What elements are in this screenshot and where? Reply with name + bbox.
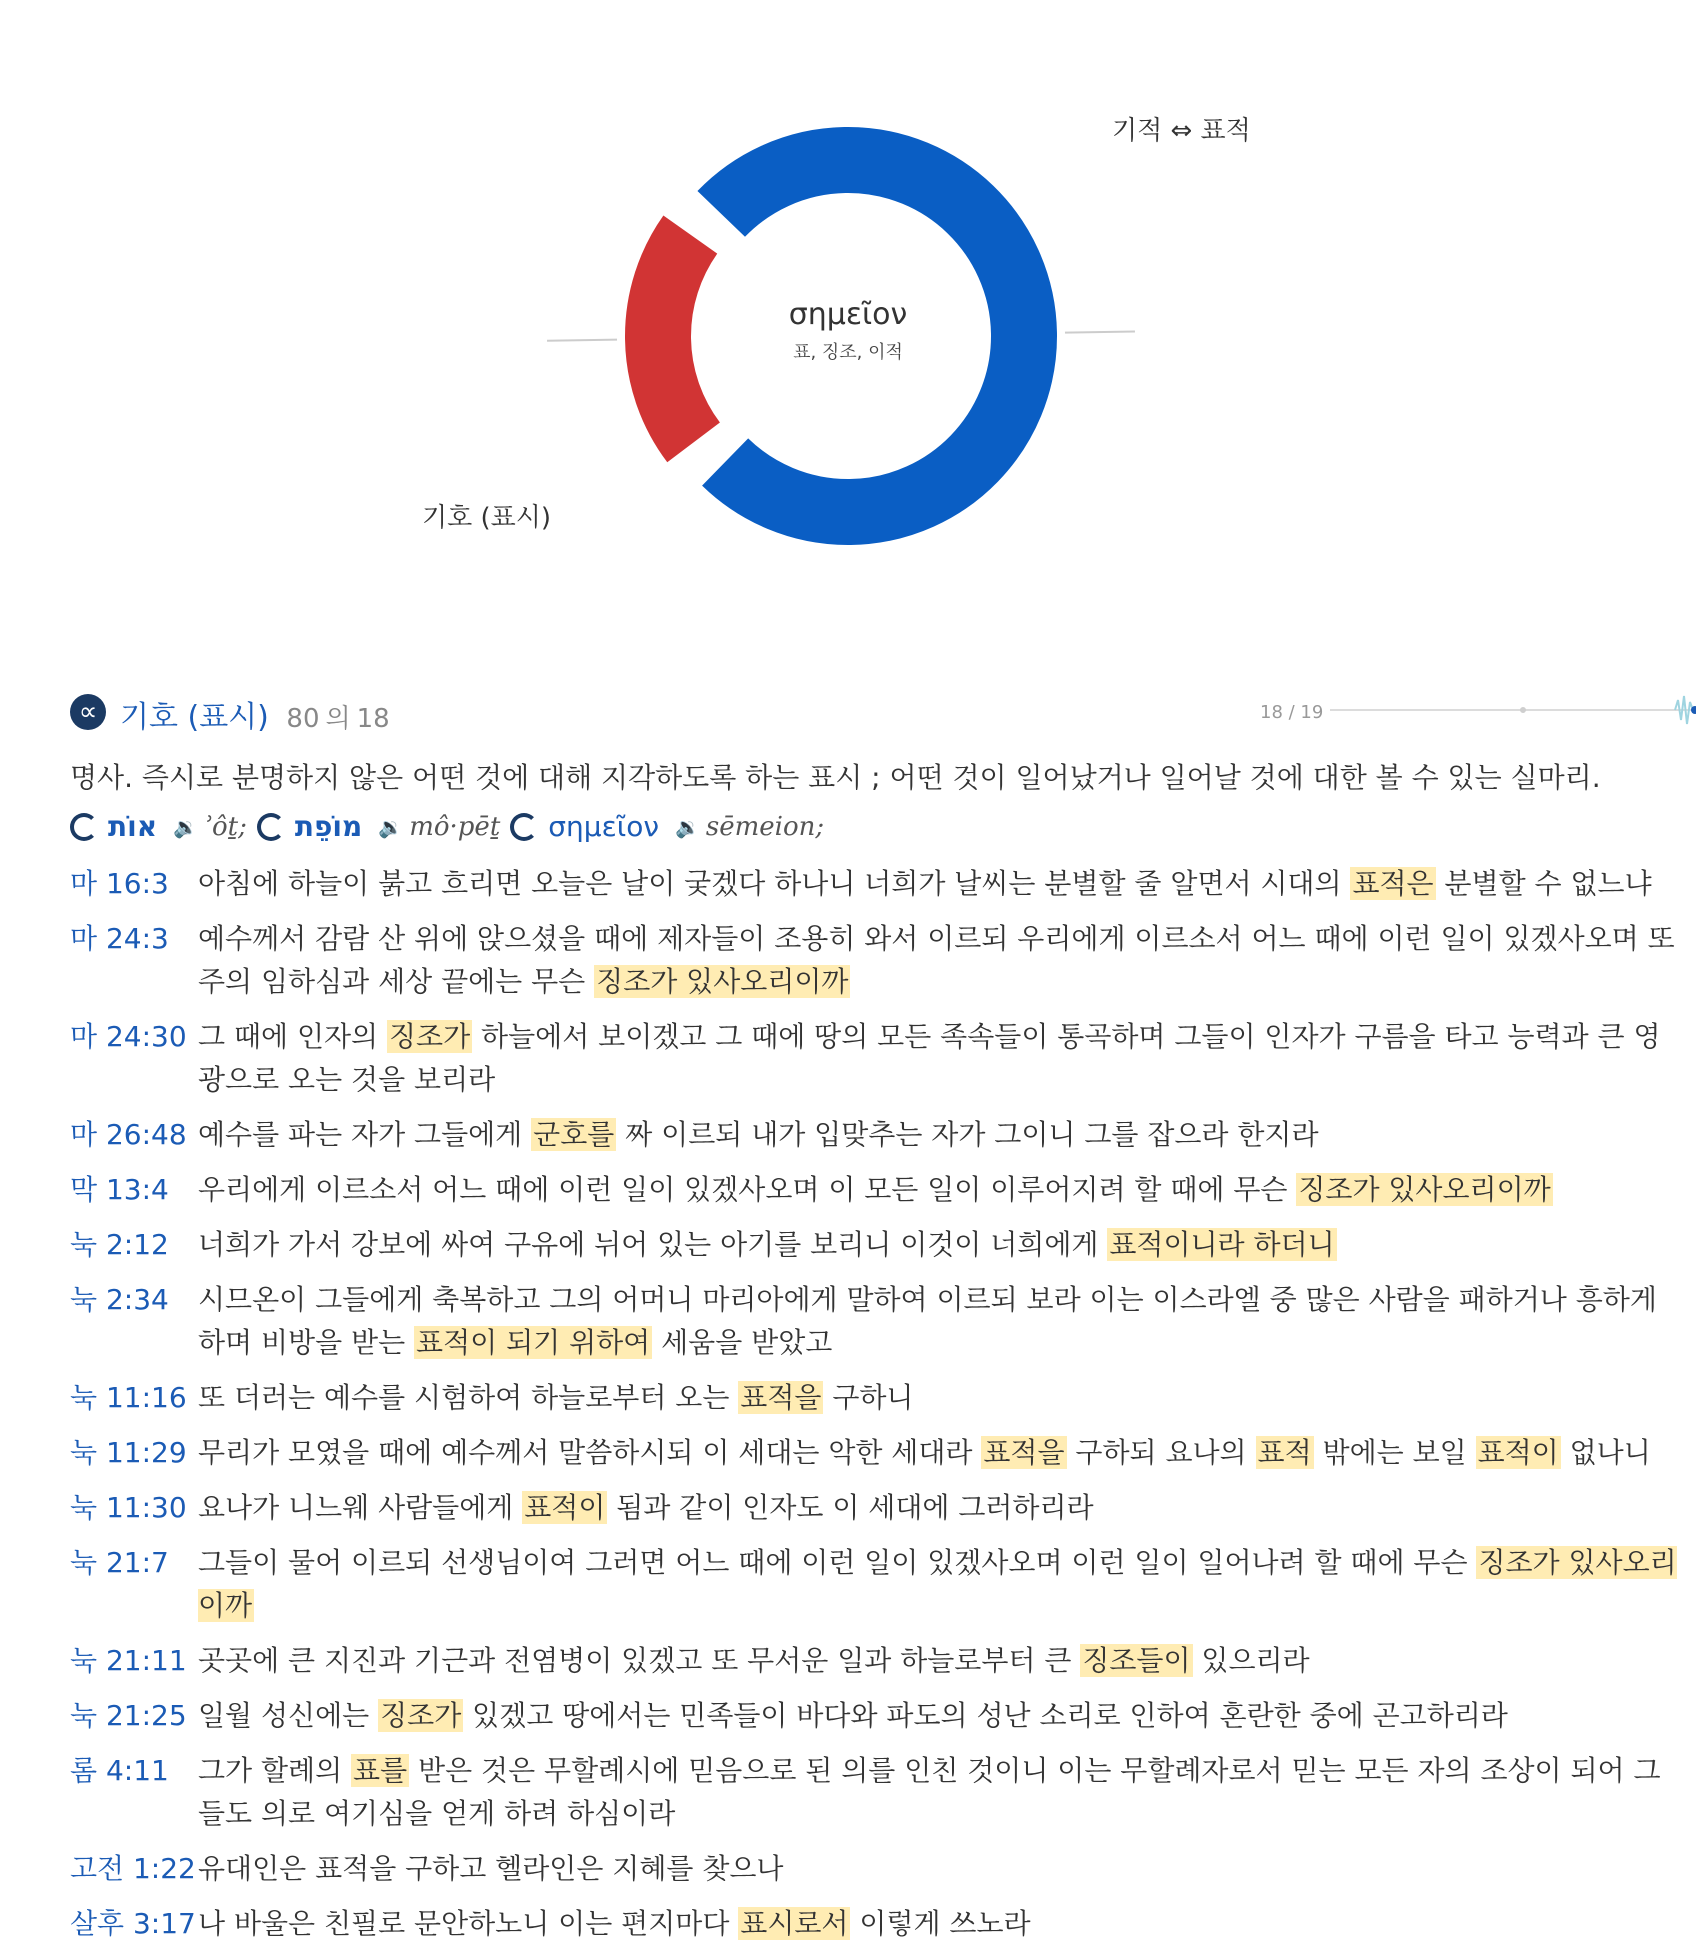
verse-text-segment: 구하니 xyxy=(823,1381,914,1414)
verse-text-segment: 있으리라 xyxy=(1192,1644,1310,1677)
highlighted-term: 표시로서 xyxy=(740,1907,849,1940)
verse-reference-link[interactable]: 마 24:30 xyxy=(70,1020,187,1053)
verse-text xyxy=(198,917,1680,1003)
verse-row xyxy=(70,1223,1680,1266)
sense-of: 의 xyxy=(325,704,351,734)
speaker-icon[interactable]: 🔉 xyxy=(378,814,404,839)
verse-reference-link[interactable]: 눅 2:12 xyxy=(70,1228,169,1261)
verse-row xyxy=(70,1639,1680,1682)
donut-segment-0[interactable] xyxy=(721,160,1024,512)
sense-count: 18 xyxy=(356,704,390,734)
verse-reference-link[interactable]: 마 16:3 xyxy=(70,867,169,900)
verse-text-segment: 그들이 물어 이르되 선생님이여 그러면 어느 때에 이런 일이 있겠사오며 이런 일이 일어나려 할 때에 무슨 xyxy=(198,1546,1477,1579)
verse-row xyxy=(70,1902,1680,1945)
verse-text xyxy=(198,1223,1680,1266)
refresh-icon[interactable] xyxy=(510,813,538,841)
highlighted-term: 징조들이 xyxy=(1082,1644,1191,1677)
verse-text xyxy=(198,1168,1680,1211)
speaker-icon[interactable]: 🔉 xyxy=(674,814,700,839)
segment-label-sign[interactable]: 기호 (표시) xyxy=(422,503,552,533)
verse-reference-link[interactable]: 눅 21:25 xyxy=(70,1699,187,1732)
verse-text xyxy=(198,1376,1680,1419)
highlighted-term: 표적을 xyxy=(740,1381,822,1414)
verse-text-segment: 아침에 하늘이 붉고 흐리면 오늘은 날이 궂겠다 하나니 너희가 날씨는 분별할 줄 알면서 시대의 xyxy=(198,867,1351,900)
verse-reference-link[interactable]: 마 24:3 xyxy=(70,922,169,955)
verse-text xyxy=(198,1694,1680,1737)
sense-title-text: 기호 (표시) xyxy=(120,700,269,735)
verse-text-segment: 없나니 xyxy=(1560,1436,1651,1469)
highlighted-term: 징조가 있사오리이까 xyxy=(198,1546,1677,1622)
refresh-icon[interactable] xyxy=(70,813,98,841)
verse-text-segment: 받은 것은 무할례시에 믿음으로 된 의를 인친 것이니 이는 무할례자로서 믿는 모든 자의 조상이 되어 그들도 의로 여기심을 얻게 하려 하심이라 xyxy=(198,1754,1661,1830)
lemma-word[interactable]: σημεῖον xyxy=(548,810,659,843)
verse-reference-link[interactable]: 고전 1:22 xyxy=(70,1852,196,1885)
verse-text-segment: 있겠고 땅에서는 민족들이 바다와 파도의 성난 소리로 인하여 혼란한 중에 곤고하리라 xyxy=(463,1699,1508,1732)
highlighted-term: 표적이 xyxy=(524,1491,606,1524)
verse-text-segment: 구하되 요나의 xyxy=(1066,1436,1256,1469)
highlighted-term: 표적 xyxy=(1257,1436,1312,1469)
verse-text xyxy=(198,1278,1680,1364)
lemma-transliteration: mô·pēṯ xyxy=(409,811,501,842)
verse-text-segment: 예수를 파는 자가 그들에게 xyxy=(198,1118,532,1151)
verse-reference-link[interactable]: 눅 21:7 xyxy=(70,1546,169,1579)
verse-text xyxy=(198,1902,1680,1945)
highlighted-term: 표적이 되기 위하여 xyxy=(416,1326,651,1359)
verse-text-segment: 이렇게 쓰노라 xyxy=(850,1907,1031,1940)
verse-reference-link[interactable]: 눅 11:29 xyxy=(70,1436,187,1469)
lemma-list xyxy=(70,810,1680,850)
sense-title[interactable] xyxy=(120,692,390,736)
sense-header xyxy=(70,690,1680,740)
verse-text-segment: 일월 성신에는 xyxy=(198,1699,379,1732)
verse-row xyxy=(70,1168,1680,1211)
verse-row xyxy=(70,1376,1680,1419)
donut-leader-1 xyxy=(547,340,617,341)
speaker-icon[interactable]: 🔉 xyxy=(173,814,199,839)
verse-text-segment: 하늘에서 보이겠고 그 때에 땅의 모든 족속들이 통곡하며 그들이 인자가 구름을 타고 능력과 큰 영광으로 오는 것을 보리라 xyxy=(198,1020,1661,1096)
verse-text xyxy=(198,1431,1680,1474)
track-tick xyxy=(1520,707,1526,713)
lemma-2[interactable] xyxy=(510,810,824,843)
sense-pager: 18 / 19 xyxy=(1260,702,1324,723)
sense-icon: ∝ xyxy=(70,694,106,730)
verse-text xyxy=(198,1847,1680,1890)
verse-text xyxy=(198,862,1680,905)
verse-text-segment: 그가 할례의 xyxy=(198,1754,352,1787)
highlighted-term: 표적은 xyxy=(1352,867,1434,900)
lemma-1[interactable] xyxy=(257,810,500,843)
verse-row xyxy=(70,1541,1680,1627)
verse-row xyxy=(70,1847,1680,1890)
highlighted-term: 표적을 xyxy=(983,1436,1065,1469)
verse-row xyxy=(70,1749,1680,1835)
verse-list xyxy=(70,862,1680,1957)
verse-row xyxy=(70,1015,1680,1101)
verse-text-segment: 우리에게 이르소서 어느 때에 이런 일이 있겠사오며 이 모든 일이 이루어지려 할 때에 무슨 xyxy=(198,1173,1297,1206)
verse-row xyxy=(70,862,1680,905)
highlighted-term: 표적이 xyxy=(1477,1436,1559,1469)
verse-text xyxy=(198,1113,1680,1156)
verse-row xyxy=(70,1431,1680,1474)
verse-reference-link[interactable]: 눅 21:11 xyxy=(70,1644,187,1677)
verse-reference-link[interactable]: 눅 11:16 xyxy=(70,1381,187,1414)
verse-text-segment: 유대인은 표적을 구하고 헬라인은 지혜를 찾으나 xyxy=(198,1852,784,1885)
verse-text-segment: 분별할 수 없느냐 xyxy=(1435,867,1652,900)
verse-text-segment: 세움을 받았고 xyxy=(652,1326,833,1359)
highlighted-term: 징조가 있사오리이까 xyxy=(596,965,849,998)
verse-text-segment: 너희가 가서 강보에 싸여 구유에 뉘어 있는 아기를 보리니 이것이 너희에게 xyxy=(198,1228,1108,1261)
segment-label-miracle[interactable]: 기적 ⇔ 표적 xyxy=(1112,116,1251,146)
verse-text xyxy=(198,1749,1680,1835)
verse-text xyxy=(198,1486,1680,1529)
donut-leader-0 xyxy=(1065,331,1135,332)
verse-reference-link[interactable]: 살후 3:17 xyxy=(70,1907,196,1940)
verse-text-segment: 짜 이르되 내가 입맞추는 자가 그이니 그를 잡으라 한지라 xyxy=(616,1118,1319,1151)
verse-row xyxy=(70,1278,1680,1364)
verse-text-segment: 시므온이 그들에게 축복하고 그의 어머니 마리아에게 말하여 이르되 보라 이는 이스라엘 중 많은 사람을 패하거나 흥하게 하며 비방을 받는 xyxy=(198,1283,1657,1359)
verse-reference-link[interactable]: 눅 11:30 xyxy=(70,1491,187,1524)
verse-row xyxy=(70,1694,1680,1737)
verse-row xyxy=(70,1486,1680,1529)
verse-text-segment: 나 바울은 친필로 문안하노니 이는 편지마다 xyxy=(198,1907,739,1940)
sense-total: 80 xyxy=(286,704,320,734)
verse-text-segment: 무리가 모였을 때에 예수께서 말씀하시되 이 세대는 악한 세대라 xyxy=(198,1436,982,1469)
highlighted-term: 표적이니라 하더니 xyxy=(1109,1228,1335,1261)
verse-text xyxy=(198,1639,1680,1682)
verse-reference-link[interactable]: 눅 2:34 xyxy=(70,1283,169,1316)
lemma-transliteration: sēmeion; xyxy=(705,811,825,842)
lemma-word[interactable]: אוֹת xyxy=(108,810,158,843)
verse-text-segment: 또 더러는 예수를 시험하여 하늘로부터 오는 xyxy=(198,1381,739,1414)
verse-text-segment: 됨과 같이 인자도 이 세대에 그러하리라 xyxy=(607,1491,1094,1524)
highlighted-term: 징조가 있사오리이까 xyxy=(1298,1173,1551,1206)
sense-definition: 명사. 즉시로 분명하지 않은 어떤 것에 대해 지각하도록 하는 표시 ; 어떤 것이 일어났거나 일어날 것에 대한 볼 수 있는 실마리. xyxy=(70,761,1601,794)
center-title: σημεῖον xyxy=(788,297,908,332)
highlighted-term: 군호를 xyxy=(533,1118,615,1151)
verse-text xyxy=(198,1015,1680,1101)
sense-navigation-track[interactable] xyxy=(1330,690,1696,730)
lemma-word[interactable]: מוֹפֵת xyxy=(294,810,363,843)
lemma-0[interactable] xyxy=(70,810,247,843)
highlighted-term: 표를 xyxy=(353,1754,408,1787)
highlighted-term: 징조가 xyxy=(389,1020,471,1053)
highlighted-term: 징조가 xyxy=(380,1699,462,1732)
verse-text-segment: 그 때에 인자의 xyxy=(198,1020,387,1053)
donut-segment-1[interactable] xyxy=(658,235,694,443)
verse-text-segment: 요나가 니느웨 사람들에게 xyxy=(198,1491,523,1524)
verse-text-segment: 곳곳에 큰 지진과 기근과 전염병이 있겠고 또 무서운 일과 하늘로부터 큰 xyxy=(198,1644,1081,1677)
verse-reference-link[interactable]: 마 26:48 xyxy=(70,1118,187,1151)
verse-text-segment: 밖에는 보일 xyxy=(1313,1436,1476,1469)
verse-row xyxy=(70,917,1680,1003)
verse-row xyxy=(70,1113,1680,1156)
verse-reference-link[interactable]: 롬 4:11 xyxy=(70,1754,169,1787)
donut-chart xyxy=(0,0,1696,640)
refresh-icon[interactable] xyxy=(257,813,285,841)
lemma-transliteration: ʾôṯ; xyxy=(204,811,247,842)
verse-text xyxy=(198,1541,1680,1627)
verse-reference-link[interactable]: 막 13:4 xyxy=(70,1173,169,1206)
verse-text-segment: 예수께서 감람 산 위에 앉으셨을 때에 제자들이 조용히 와서 이르되 우리에게 이르소서 어느 때에 이런 일이 있겠사오며 또 주의 임하심과 세상 끝에는 무슨 xyxy=(198,922,1675,998)
center-subtitle: 표, 징조, 이적 xyxy=(793,342,903,363)
